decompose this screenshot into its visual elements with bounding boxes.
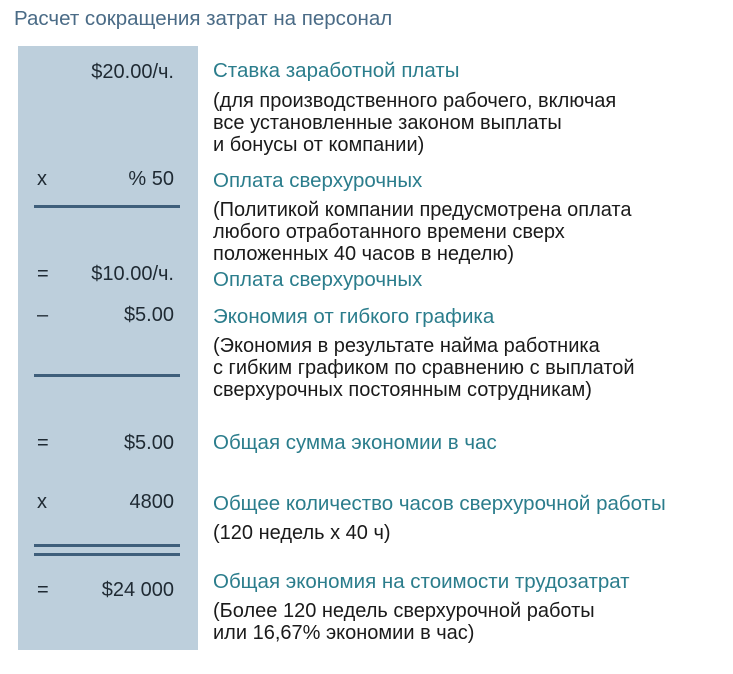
- row-6-note: [213, 600, 595, 644]
- row-6-value: $24 000: [101, 579, 174, 601]
- row-6-operator: =: [37, 579, 49, 601]
- row-4-label: Общая сумма экономии в час: [213, 431, 497, 454]
- row-1-note-line: (Политикой компании предусмотрена оплата: [213, 199, 632, 221]
- row-2-label: Оплата сверхурочных: [213, 268, 423, 291]
- row-1-operator: x: [37, 168, 47, 190]
- row-1-value: % 50: [128, 168, 174, 190]
- double-rule-bottom: [34, 553, 180, 556]
- row-4-value: $5.00: [123, 432, 174, 454]
- row-5-note-line: (120 недель x 40 ч): [213, 522, 391, 544]
- sum-rule: [34, 374, 180, 377]
- row-5-note: [213, 522, 391, 544]
- row-0-note: [213, 90, 616, 156]
- row-6-note-line: или 16,67% экономии в час): [213, 622, 475, 644]
- row-3-note: [213, 335, 635, 401]
- row-2-value: $10.00/ч.: [91, 263, 174, 285]
- row-0-note-line: все установленные законом выплаты: [213, 112, 562, 134]
- row-3-note-line: с гибким графиком по сравнению с выплатой: [213, 357, 635, 379]
- row-0-note-line: (для производственного рабочего, включая: [213, 90, 617, 112]
- sum-rule: [34, 205, 180, 208]
- row-6-note-line: (Более 120 недель сверхурочной работы: [213, 600, 595, 622]
- row-5-value: 4800: [129, 491, 174, 513]
- row-1-note-line: любого отработанного времени сверх: [213, 221, 565, 243]
- double-rule-top: [34, 544, 180, 547]
- row-2-operator: =: [37, 263, 49, 285]
- row-3-note-line: (Экономия в результате найма работника: [213, 335, 600, 357]
- row-1-note-line: положенных 40 часов в неделю): [213, 243, 515, 265]
- page-title: Расчет сокращения затрат на персонал: [14, 7, 393, 30]
- row-0-note-line: и бонусы от компании): [213, 134, 425, 156]
- calculation-column: [18, 46, 198, 650]
- row-1-note: [213, 199, 631, 265]
- row-4-operator: =: [37, 432, 49, 454]
- row-0-value: $20.00/ч.: [91, 61, 174, 83]
- row-3-value: $5.00: [123, 304, 174, 326]
- row-0-label: Ставка заработной платы: [213, 59, 460, 82]
- row-5-operator: x: [37, 491, 47, 513]
- row-3-note-line: сверхурочных постоянным сотрудникам): [213, 379, 592, 401]
- row-6-label: Общая экономия на стоимости трудозатрат: [213, 570, 630, 593]
- row-1-label: Оплата сверхурочных: [213, 169, 423, 192]
- row-3-label: Экономия от гибкого графика: [213, 305, 495, 328]
- row-5-label: Общее количество часов сверхурочной работы: [213, 492, 666, 515]
- row-3-operator: –: [37, 304, 49, 326]
